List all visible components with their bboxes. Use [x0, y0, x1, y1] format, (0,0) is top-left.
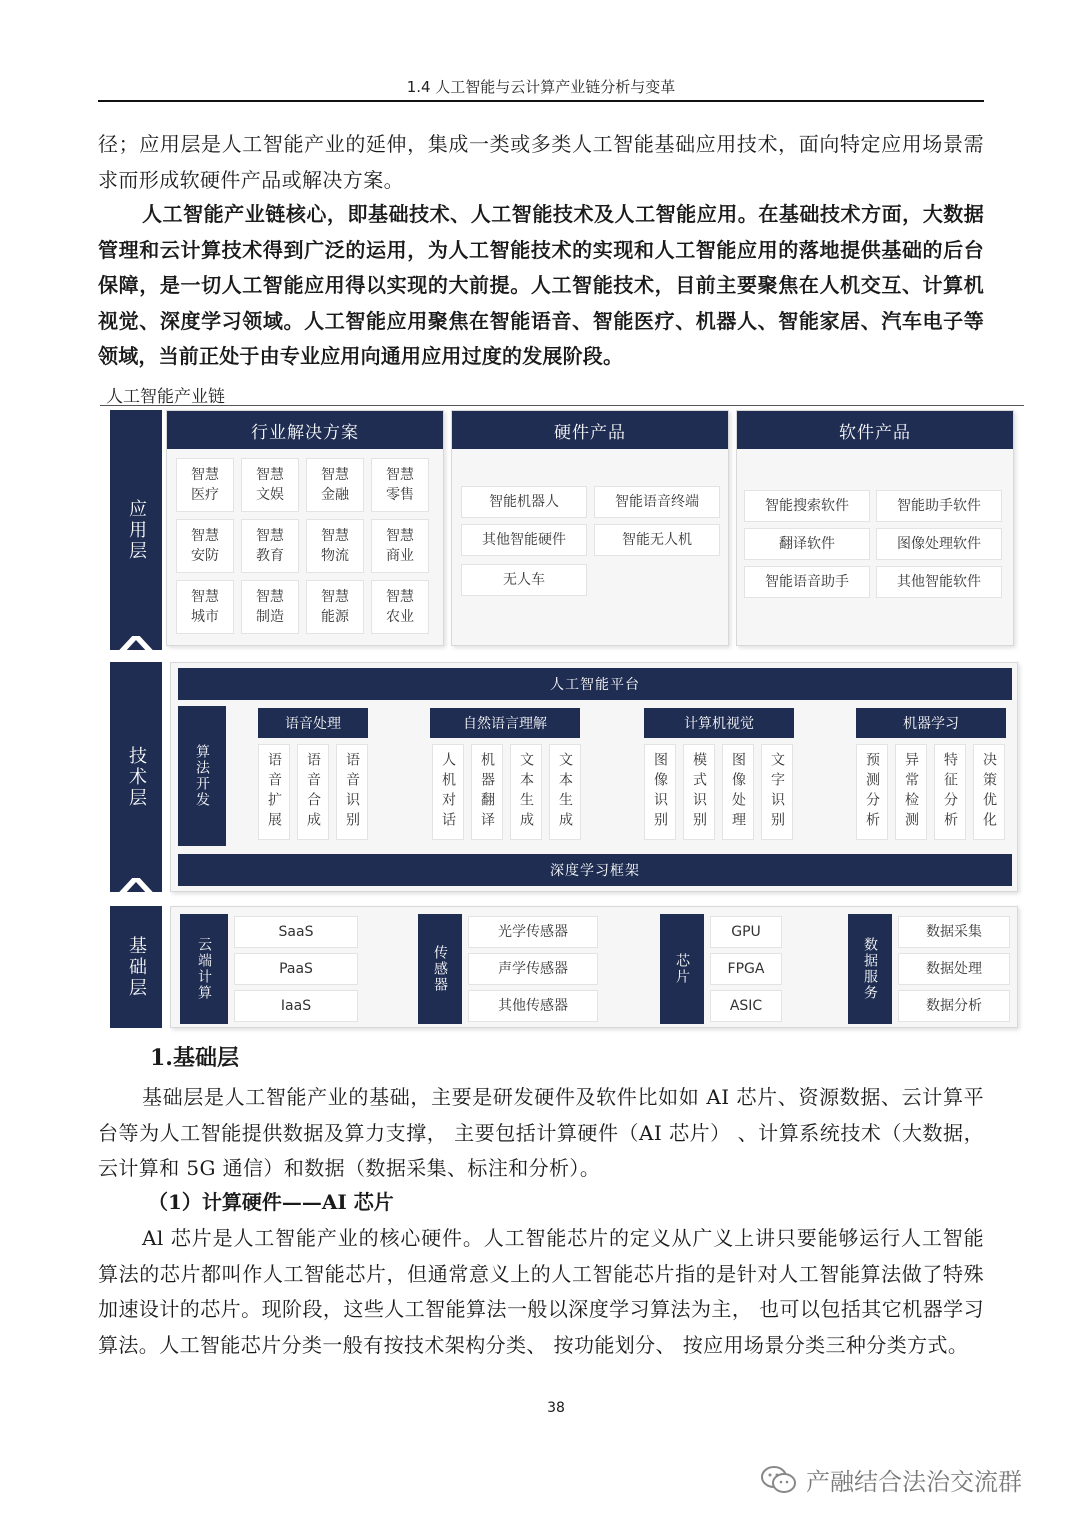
tech-group-title: 机器学习 [856, 708, 1006, 738]
industry-item: 智慧 医疗 [176, 458, 234, 512]
hardware-item: 智能语音终端 [594, 486, 720, 518]
layer-base: 基础层 [110, 906, 162, 1028]
subsection-title: （1）计算硬件——AI 芯片 [148, 1190, 394, 1214]
base-group-label: 云端计算 [180, 914, 228, 1024]
tech-item: 文本生成 [549, 744, 581, 840]
watermark [760, 1462, 1022, 1497]
layer-tech: 技术层 [110, 662, 162, 892]
hardware-item: 其他智能硬件 [461, 524, 587, 556]
base-group-label: 芯片 [660, 914, 704, 1024]
base-item: 声学传感器 [468, 953, 598, 985]
tech-item: 语音合成 [297, 744, 329, 840]
software-item: 图像处理软件 [876, 528, 1002, 560]
ai-platform-bar: 人工智能平台 [178, 668, 1012, 700]
tech-group-title: 计算机视觉 [644, 708, 794, 738]
base-item: SaaS [234, 916, 358, 948]
layer-app: 应用层 [110, 410, 162, 650]
base-item: ASIC [710, 990, 782, 1022]
wechat-icon [760, 1464, 798, 1496]
tech-item: 异常检测 [895, 744, 927, 840]
software-item: 智能语音助手 [744, 566, 870, 598]
paragraph-1: 径；应用层是人工智能产业的延伸，集成一类或多类人工智能基础应用技术，面向特定应用场景需求而形成软硬件产品或解决方案。 [98, 132, 984, 192]
algo-dev-label: 算法开发 [178, 706, 226, 846]
paragraph-2: 人工智能产业链核心，即基础技术、人工智能技术及人工智能应用。在基础技术方面，大数据管理和云计算技术得到广泛的运用，为人工智能技术的实现和人工智能应用的落地提供基础的后台保障，是一切人工智能应用得以实现的大前提。人工智能技术，目前主要聚焦在人机交互、计算机视觉、深度学习领域。人工智能应用聚焦在智能语音、智能医疗、机器人、智能家居、汽车电子等领域，当前正处于由专业应用向通用应用过度的发展阶段。 [98, 202, 984, 368]
tech-item: 人机对话 [432, 744, 464, 840]
industry-item: 智慧 零售 [371, 458, 429, 512]
tech-item: 模式识别 [683, 744, 715, 840]
software-item: 其他智能软件 [876, 566, 1002, 598]
base-item: PaaS [234, 953, 358, 985]
industry-item: 智慧 金融 [306, 458, 364, 512]
industry-panel-title: 行业解决方案 [167, 411, 443, 449]
industry-item: 智慧 制造 [241, 580, 299, 634]
software-item: 翻译软件 [744, 528, 870, 560]
industry-item: 智慧 农业 [371, 580, 429, 634]
industry-item: 智慧 城市 [176, 580, 234, 634]
software-item: 智能搜索软件 [744, 490, 870, 522]
software-item: 智能助手软件 [876, 490, 1002, 522]
industry-chain-figure [100, 380, 1030, 1032]
industry-item: 智慧 安防 [176, 519, 234, 573]
watermark-text: 产融结合法治交流群 [806, 1468, 1022, 1496]
paragraph-3: 基础层是人工智能产业的基础，主要是研发硬件及软件比如如 AI 芯片、资源数据、云计算平台等为人工智能提供数据及算力支撑， 主要包括计算硬件（AI 芯片） 、计算系统技术（大数据，云计算和 5G 通信）和数据（数据采集、标注和分析）。 [98, 1085, 984, 1180]
industry-item: 智慧 商业 [371, 519, 429, 573]
base-item: 其他传感器 [468, 990, 598, 1022]
running-head: 1.4 人工智能与云计算产业链分析与变革 [406, 78, 676, 96]
hardware-item: 智能机器人 [461, 486, 587, 518]
base-item: 数据处理 [898, 953, 1010, 985]
base-group-label: 传感器 [418, 914, 462, 1024]
base-item: FPGA [710, 953, 782, 985]
industry-item: 智慧 物流 [306, 519, 364, 573]
tech-item: 文字识别 [761, 744, 793, 840]
base-item: GPU [710, 916, 782, 948]
industry-item: 智慧 教育 [241, 519, 299, 573]
dl-framework-bar: 深度学习框架 [178, 854, 1012, 886]
tech-item: 机器翻译 [471, 744, 503, 840]
tech-item: 文本生成 [510, 744, 542, 840]
tech-item: 决策优化 [973, 744, 1005, 840]
base-item: 数据分析 [898, 990, 1010, 1022]
tech-item: 图像处理 [722, 744, 754, 840]
figure-title: 人工智能产业链 [106, 387, 225, 407]
figure-rule [100, 405, 1024, 406]
tech-item: 特征分析 [934, 744, 966, 840]
base-item: 数据采集 [898, 916, 1010, 948]
section-title: 1.基础层 [150, 1045, 239, 1071]
base-group-label: 数据服务 [848, 914, 892, 1024]
industry-item: 智慧 能源 [306, 580, 364, 634]
tech-group-title: 语音处理 [258, 708, 368, 738]
hardware-panel-title: 硬件产品 [452, 411, 728, 449]
base-item: 光学传感器 [468, 916, 598, 948]
paragraph-4: Al 芯片是人工智能产业的核心硬件。人工智能芯片的定义从广义上讲只要能够运行人工智能算法的芯片都叫作人工智能芯片，但通常意义上的人工智能芯片指的是针对人工智能算法做了特殊加速设计的芯片。现阶段，这些人工智能算法一般以深度学习算法为主， 也可以包括其它机器学习算法。人工智能芯片分类一般有按技术架构分类、 按功能划分、 按应用场景分类三种分类方式。 [98, 1226, 984, 1357]
hardware-item: 智能无人机 [594, 524, 720, 556]
tech-item: 预测分析 [856, 744, 888, 840]
base-item: IaaS [234, 990, 358, 1022]
header-rule [98, 100, 984, 102]
tech-item: 图像识别 [644, 744, 676, 840]
tech-item: 语音识别 [336, 744, 368, 840]
tech-item: 语音扩展 [258, 744, 290, 840]
tech-group-title: 自然语言理解 [430, 708, 580, 738]
software-panel-title: 软件产品 [737, 411, 1013, 449]
hardware-item: 无人车 [461, 564, 587, 596]
industry-item: 智慧 文娱 [241, 458, 299, 512]
page-number: 38 [547, 1400, 565, 1416]
